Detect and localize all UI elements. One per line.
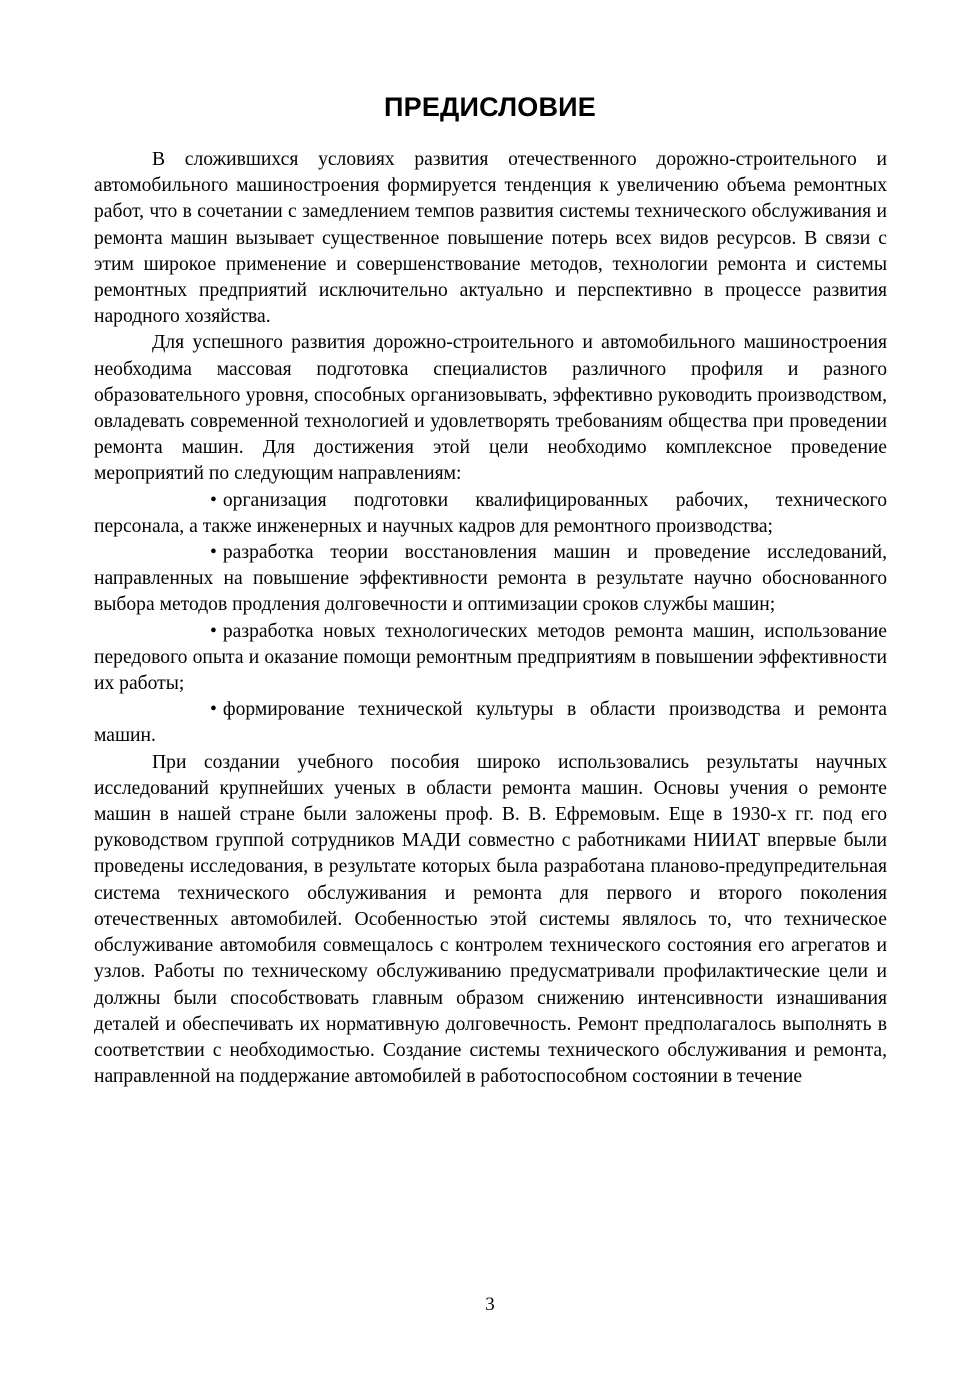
paragraph: Для успешного развития дорожно-строительного и автомобильного машиностроения необходима массовая подготовка специалистов различного профиля и разного образовательного уровня, способных организовывать, эффективно руководить производством, овладевать современной технологией и удовлетворять требованиям общества при проведении ремонта машин. Для достижения этой цели необходимо комплексное проведение мероприятий по следующим направлениям: — [94, 332, 887, 485]
bullet-text: организация подготовки квалифицированных рабочих, технического персонала, а также инженерных и научных кадров для ремонтного производства; — [94, 489, 887, 537]
bullet-marker: • — [210, 542, 217, 564]
bullet-text: разработка новых технологических методов ремонта машин, использование передового опыта и оказание помощи ремонтным предприятиям в повышении эффективности их работы; — [94, 620, 887, 695]
bullet-marker: • — [210, 699, 217, 721]
bullet-text: формирование технической культуры в области производства и ремонта машин. — [94, 699, 887, 747]
bullet-marker: • — [210, 489, 217, 511]
bullet-item — [94, 697, 887, 749]
page-number: 3 — [485, 1294, 495, 1315]
bullet-item — [94, 619, 887, 698]
paragraph: В сложившихся условиях развития отечественного дорожно-строительного и автомобильного машиностроения формируется тенденция к увеличению объема ремонтных работ, что в сочетании с замедлением темпов развития системы технического обслуживания и ремонта машин вызывает существенное повышение потерь всех видов ресурсов. В связи с этим широкое применение и совершенствование методов, технологии ремонта и системы ремонтных предприятий исключительно актуально и перспективно в процессе развития народного хозяйства. — [94, 149, 887, 328]
bullet-marker: • — [210, 620, 217, 642]
page-title: ПРЕДИСЛОВИЕ — [384, 92, 596, 122]
bullet-item — [94, 540, 887, 619]
paragraph: При создании учебного пособия широко использовались результаты научных исследований крупнейших ученых в области ремонта машин. Основы учения о ремонте машин в нашей стране были заложены проф. В. В. Ефремовым. Еще в 1930-х гг. под его руководством группой сотрудников МАДИ совместно с работниками НИИАТ впервые были проведены исследования, в результате которых была разработана планово-предупредительная система технического обслуживания и ремонта для первого и второго поколения отечественных автомобилей. Особенностью этой системы являлось то, что техническое обслуживание автомобиля совмещалось с контролем технического состояния его агрегатов и узлов. Работы по техническому обслуживанию предусматривали профилактические цели и должны были способствовать главным образом снижению интенсивности изнашивания деталей и обеспечивать их нормативную долговечность. Ремонт предполагалось выполнять в соответствии с необходимостью. Создание системы технического обслуживания и ремонта, направленной на поддержание автомобилей в работоспособном состоянии в течение — [94, 751, 887, 1088]
bullet-text: разработка теории восстановления машин и проведение исследований, направленных на повышение эффективности ремонта в результате научно обоснованного выбора методов продления долговечности и оптимизации сроков службы машин; — [94, 542, 887, 616]
bullet-item — [94, 488, 887, 540]
body-text — [94, 147, 887, 1090]
